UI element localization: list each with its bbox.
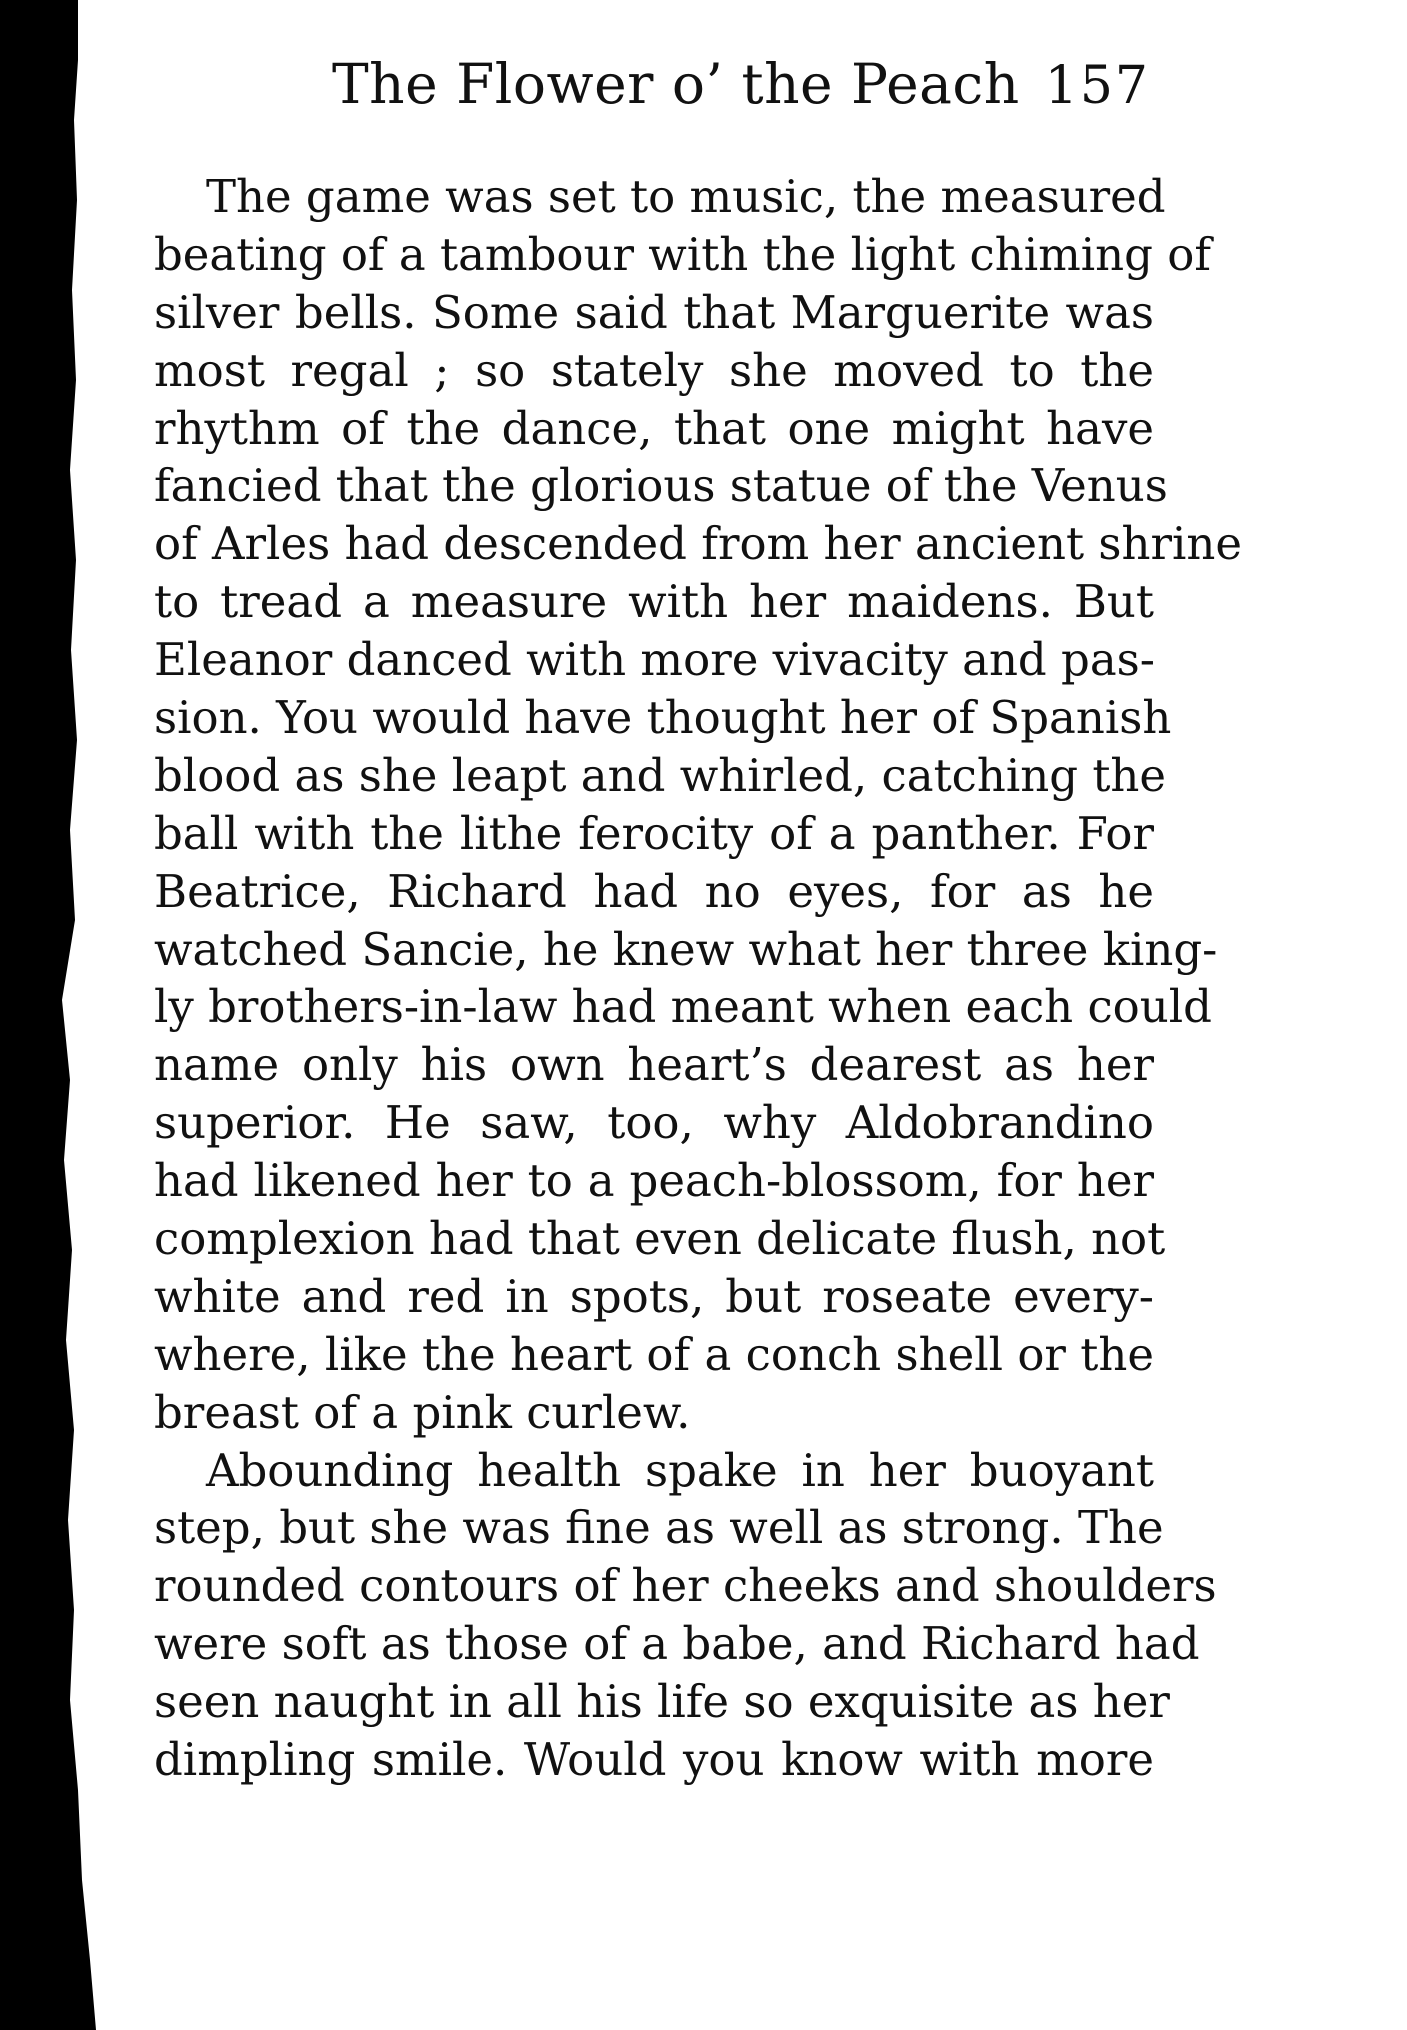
running-title: The Flower o’ the Peach — [332, 52, 1020, 116]
text-line: where, like the heart of a conch shell or the — [154, 1327, 1154, 1381]
paragraph — [154, 1442, 1217, 1789]
text-line: breast of a pink curlew. — [154, 1385, 691, 1439]
text-line: of Arles had descended from her ancient shrine — [154, 517, 1242, 571]
text-line: watched Sancie, he knew what her three king- — [154, 922, 1218, 976]
text-line: complexion had that even delicate flush, not — [154, 1212, 1166, 1266]
text-line: beating of a tambour with the light chiming of — [154, 227, 1212, 281]
text-line: superior. He saw, too, why Aldobrandino — [154, 1096, 1154, 1150]
text-line: The game was set to music, the measured — [206, 170, 1166, 223]
text-line: dimpling smile. Would you know with more — [154, 1733, 1154, 1787]
text-line: blood as she leapt and whirled, catching the — [154, 748, 1167, 802]
text-line: seen naught in all his life so exquisite as her — [154, 1675, 1170, 1729]
text-line: ly brothers-in-law had meant when each could — [154, 980, 1212, 1034]
text-line: name only his own heart’s dearest as her — [154, 1038, 1154, 1092]
text-line: white and red in spots, but roseate every- — [154, 1269, 1154, 1323]
text-line: silver bells. Some said that Marguerite was — [154, 285, 1154, 339]
scan-edge-shape — [0, 0, 100, 2030]
text-line: fancied that the glorious statue of the Venus — [154, 459, 1168, 513]
text-line: most regal ; so stately she moved to the — [154, 343, 1154, 397]
text-line: rounded contours of her cheeks and shoulders — [154, 1559, 1217, 1613]
page-number: 157 — [1044, 56, 1150, 116]
text-line: to tread a measure with her maidens. But — [154, 575, 1154, 629]
scan-edge-shadow — [0, 0, 100, 2030]
text-line: rhythm of the dance, that one might have — [154, 401, 1154, 455]
body-text — [154, 168, 1242, 1789]
text-line: Eleanor danced with more vivacity and pas- — [154, 633, 1155, 687]
text-line: Abounding health spake in her buoyant — [206, 1443, 1154, 1497]
text-line: Beatrice, Richard had no eyes, for as he — [154, 864, 1154, 918]
text-line: ball with the lithe ferocity of a panther. For — [154, 806, 1154, 860]
running-header — [150, 52, 1150, 132]
text-line: had likened her to a peach-blossom, for her — [154, 1154, 1154, 1208]
text-line: sion. You would have thought her of Spanish — [154, 691, 1172, 745]
text-line: step, but she was fine as well as strong. The — [154, 1501, 1164, 1555]
paragraph — [154, 168, 1242, 1442]
text-line: were soft as those of a babe, and Richard had — [154, 1617, 1200, 1671]
